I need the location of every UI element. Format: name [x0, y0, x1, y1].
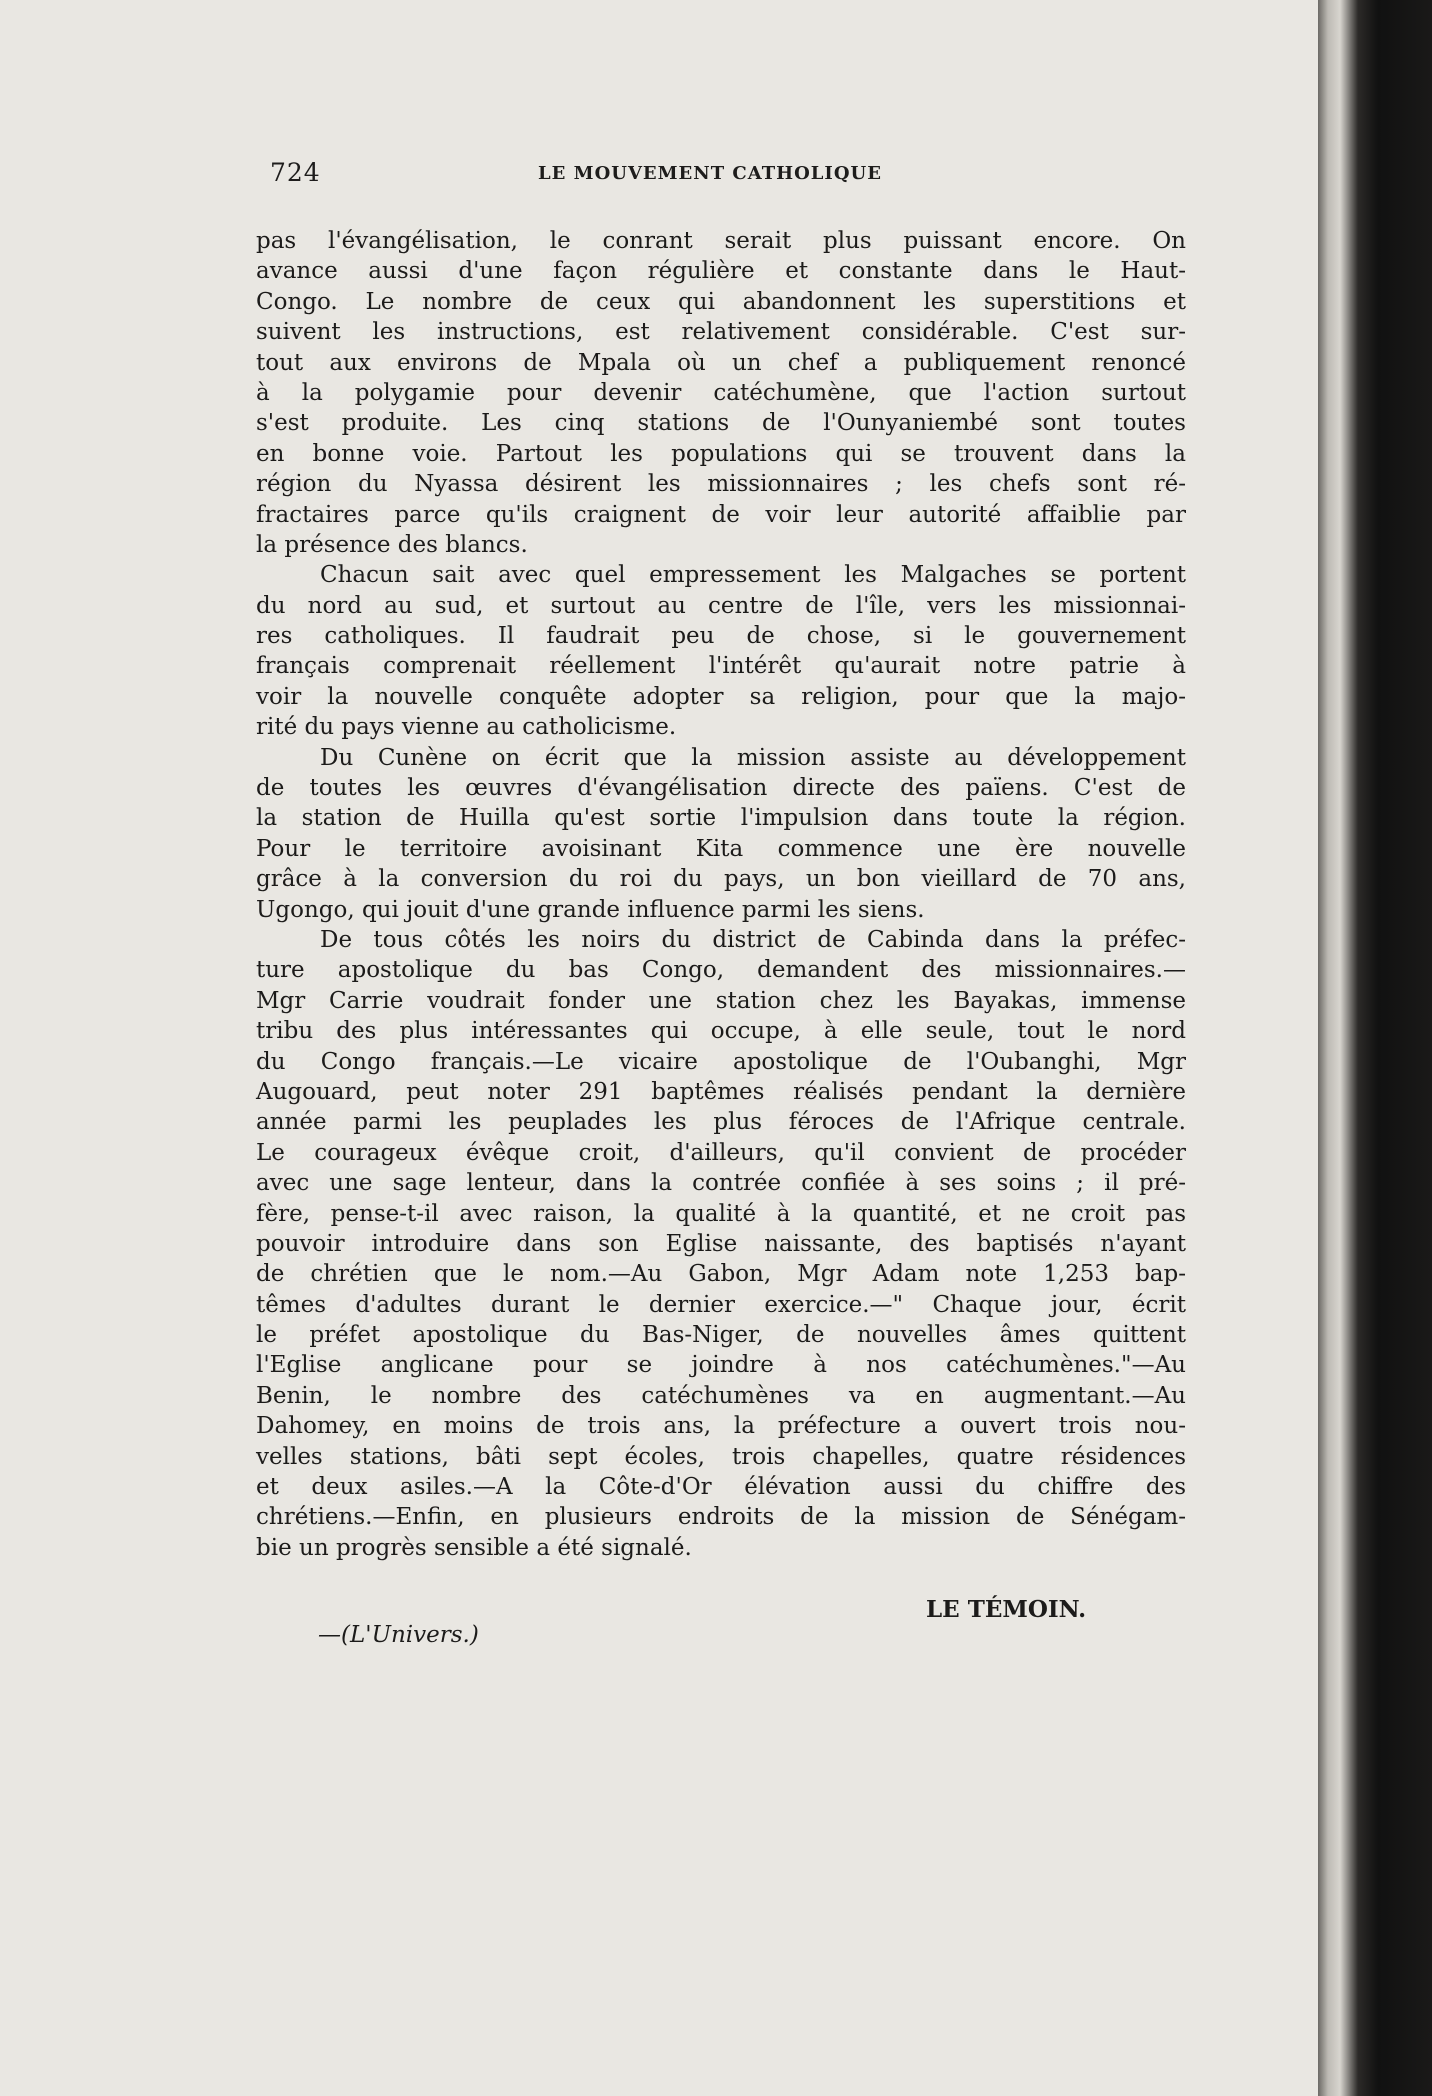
- text-line: velles stations, bâti sept écoles, trois chapelles, quatre résidences: [256, 1443, 1186, 1470]
- text-line: grâce à la conversion du roi du pays, un bon vieillard de 70 ans,: [256, 866, 1186, 893]
- text-line: suivent les instructions, est relativement considérable. C'est sur-: [256, 319, 1186, 346]
- text-line: Augouard, peut noter 291 baptêmes réalisés pendant la dernière: [256, 1078, 1186, 1105]
- text-line: Benin, le nombre des catéchumènes va en augmentant.—Au: [256, 1382, 1186, 1409]
- text-line: Pour le territoire avoisinant Kita commence une ère nouvelle: [256, 835, 1186, 862]
- text-line: De tous côtés les noirs du district de Cabinda dans la préfec-: [320, 926, 1186, 953]
- text-line: à la polygamie pour devenir catéchumène, que l'action surtout: [256, 379, 1186, 406]
- text-line: le préfet apostolique du Bas-Niger, de nouvelles âmes quittent: [256, 1322, 1186, 1349]
- text-line: pas l'évangélisation, le conrant serait plus puissant encore. On: [256, 228, 1186, 254]
- text-line: région du Nyassa désirent les missionnaires ; les chefs sont ré-: [256, 471, 1186, 498]
- text-line: français comprenait réellement l'intérêt qu'aurait notre patrie à: [256, 653, 1186, 680]
- author-signature: LE TÉMOIN.: [926, 1596, 1087, 1623]
- running-head: [270, 158, 1114, 198]
- text-line: pouvoir introduire dans son Eglise naissante, des baptisés n'ayant: [256, 1230, 1186, 1257]
- text-line: Mgr Carrie voudrait fonder une station chez les Bayakas, immense: [256, 987, 1186, 1014]
- text-line: en bonne voie. Partout les populations qui se trouvent dans la: [256, 440, 1186, 467]
- text-line: du nord au sud, et surtout au centre de l'île, vers les missionnai-: [256, 592, 1186, 619]
- text-line: Ugongo, qui jouit d'une grande influence parmi les siens.: [256, 896, 925, 923]
- text-line: l'Eglise anglicane pour se joindre à nos catéchumènes."—Au: [256, 1352, 1186, 1379]
- running-title: LE MOUVEMENT CATHOLIQUE: [538, 163, 882, 184]
- text-line: Congo. Le nombre de ceux qui abandonnent les superstitions et: [256, 288, 1186, 315]
- text-line: avance aussi d'une façon régulière et constante dans le Haut-: [256, 258, 1186, 285]
- text-line: de chrétien que le nom.—Au Gabon, Mgr Adam note 1,253 bap-: [256, 1261, 1186, 1288]
- text-line: Du Cunène on écrit que la mission assiste au développement: [320, 744, 1186, 771]
- book-binding-edge: [1318, 0, 1432, 2096]
- text-line: fère, pense-t-il avec raison, la qualité à la quantité, et ne croit pas: [256, 1200, 1186, 1227]
- text-line: têmes d'adultes durant le dernier exercice.—" Chaque jour, écrit: [256, 1291, 1186, 1318]
- text-line: fractaires parce qu'ils craignent de voir leur autorité affaiblie par: [256, 501, 1186, 528]
- text-line: tout aux environs de Mpala où un chef a publiquement renoncé: [256, 349, 1186, 376]
- source-citation: —(L'Univers.): [318, 1622, 479, 1648]
- text-line: res catholiques. Il faudrait peu de chose, si le gouvernement: [256, 623, 1186, 650]
- text-line: rité du pays vienne au catholicisme.: [256, 714, 677, 741]
- text-line: et deux asiles.—A la Côte-d'Or élévation aussi du chiffre des: [256, 1474, 1186, 1501]
- text-line: s'est produite. Les cinq stations de l'Ounyaniembé sont toutes: [256, 410, 1186, 437]
- text-line: Le courageux évêque croit, d'ailleurs, qu'il convient de procéder: [256, 1139, 1186, 1166]
- text-line: Chacun sait avec quel empressement les Malgaches se portent: [320, 562, 1186, 589]
- text-line: voir la nouvelle conquête adopter sa religion, pour que la majo-: [256, 683, 1186, 710]
- article-text: [256, 226, 1186, 1563]
- text-line: tribu des plus intéressantes qui occupe, à elle seule, tout le nord: [256, 1018, 1186, 1045]
- text-line: ture apostolique du bas Congo, demandent des missionnaires.—: [256, 957, 1186, 984]
- text-line: du Congo français.—Le vicaire apostolique de l'Oubanghi, Mgr: [256, 1048, 1186, 1075]
- text-line: chrétiens.—Enfin, en plusieurs endroits de la mission de Sénégam-: [256, 1504, 1186, 1531]
- text-line: la station de Huilla qu'est sortie l'impulsion dans toute la région.: [256, 805, 1186, 832]
- text-line: de toutes les œuvres d'évangélisation directe des païens. C'est de: [256, 775, 1186, 802]
- text-line: Dahomey, en moins de trois ans, la préfecture a ouvert trois nou-: [256, 1413, 1186, 1440]
- text-line: bie un progrès sensible a été signalé.: [256, 1534, 692, 1561]
- text-line: la présence des blancs.: [256, 531, 528, 558]
- text-line: avec une sage lenteur, dans la contrée confiée à ses soins ; il pré-: [256, 1170, 1186, 1197]
- text-line: année parmi les peuplades les plus féroces de l'Afrique centrale.: [256, 1109, 1186, 1136]
- page-number: 724: [270, 158, 321, 187]
